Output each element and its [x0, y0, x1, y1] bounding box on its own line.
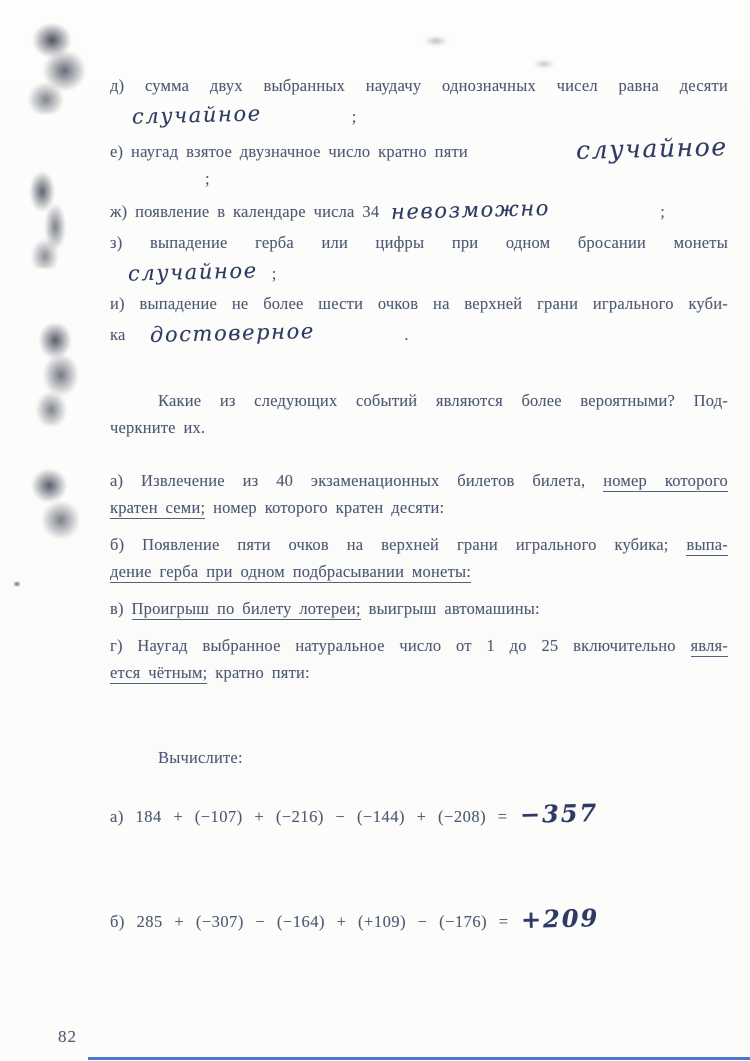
calc-item-b: [110, 903, 728, 935]
calc-a-line: [110, 798, 728, 830]
task2-g-line-2: [110, 659, 728, 686]
event-zh-text-line: [110, 198, 728, 225]
event-z-text-line: [110, 229, 728, 256]
printed-text: кратно пяти:: [207, 663, 310, 682]
handwritten-answer: случайное: [131, 101, 262, 129]
event-item-i: [110, 290, 728, 351]
event-d-answer-line: [110, 101, 728, 133]
event-item-d: [110, 72, 728, 133]
task2-a-line-1: [110, 467, 728, 494]
event-item-zh: [110, 198, 728, 225]
printed-text: з) выпадение герба или цифры при одном бросании монеты: [110, 233, 728, 252]
printed-expression: а) 184 + (−107) + (−216) − (−144) + (−208) =: [110, 807, 508, 826]
handwritten-result: +209: [520, 903, 600, 934]
question-intro: [110, 387, 728, 441]
event-z-answer-line: [110, 258, 728, 290]
underlined-answer: ется чётным;: [110, 663, 208, 682]
underlined-answer: Проигрыш по билету лотереи;: [131, 599, 361, 618]
printed-text: выигрыш автомашины:: [360, 599, 540, 618]
page-number: 82: [58, 1027, 77, 1046]
printed-text: номер которого кратен десяти:: [205, 498, 445, 517]
calc-b-line: [110, 903, 728, 935]
intro-line-2: [110, 414, 728, 441]
event-item-e: [110, 132, 729, 192]
calc-title-block: [110, 744, 728, 771]
punctuation-mark: ;: [660, 202, 666, 221]
task2-item-b: [110, 531, 728, 585]
handwritten-answer: невозможно: [391, 196, 551, 224]
printed-text: г) Наугад выбранное натуральное число от 1 до 25 включительно: [110, 636, 691, 655]
event-item-z: [110, 229, 728, 290]
task2-g-line-1: [110, 632, 728, 659]
printed-text: в): [110, 599, 132, 618]
event-d-text-line: [110, 72, 728, 99]
underlined-answer: дение герба при одном подбрасывании монеты:: [110, 562, 472, 581]
handwritten-answer: случайное: [127, 258, 258, 286]
task2-v-line: [110, 595, 728, 622]
handwritten-answer: достоверное: [149, 318, 315, 348]
task2-item-a: [110, 467, 728, 521]
bottom-rule: [88, 1057, 750, 1060]
printed-expression: б) 285 + (−307) − (−164) + (+109) − (−176) =: [110, 912, 509, 931]
underlined-answer: выпа-: [686, 535, 728, 554]
punctuation-mark: ;: [351, 107, 357, 126]
printed-text: д) сумма двух выбранных наудачу однозначных чисел равна десяти: [110, 76, 728, 95]
printed-text: ж) появление в календаре числа 34: [110, 202, 380, 221]
event-e-punct-line: [110, 165, 728, 192]
printed-text: б) Появление пяти очков на верхней грани игрального кубика;: [110, 535, 687, 554]
underlined-answer: явля-: [690, 636, 728, 655]
section-title: Вычислите:: [158, 748, 243, 767]
event-e-text-line: [110, 132, 729, 165]
task2-a-line-2: [110, 494, 728, 521]
calc-item-a: [110, 798, 728, 830]
printed-text: ка: [110, 325, 126, 344]
task2-b-line-2: [110, 558, 728, 585]
printed-text: черкните их.: [110, 418, 206, 437]
printed-text: а) Извлечение из 40 экзаменационных билетов билета,: [110, 471, 604, 490]
underlined-answer: кратен семи;: [110, 498, 206, 517]
task2-item-v: [110, 595, 728, 622]
printed-text: е) наугад взятое двузначное число кратно пяти: [110, 142, 468, 161]
intro-line-1: [110, 387, 728, 414]
printed-text: Какие из следующих событий являются более вероятными? Под-: [158, 391, 728, 410]
handwritten-result: −357: [519, 798, 599, 829]
task2-item-g: [110, 632, 728, 686]
calc-title-line: [110, 744, 728, 771]
punctuation-mark: ;: [271, 264, 277, 283]
event-i-answer-line: [110, 319, 728, 351]
punctuation-mark: ;: [205, 169, 210, 188]
task2-b-line-1: [110, 531, 728, 558]
punctuation-mark: .: [404, 325, 409, 344]
handwritten-answer: случайное: [575, 132, 729, 165]
underlined-answer: номер которого: [603, 471, 728, 490]
printed-text: и) выпадение не более шести очков на верхней грани игрального куби-: [110, 294, 728, 313]
event-i-text-line: [110, 290, 728, 317]
